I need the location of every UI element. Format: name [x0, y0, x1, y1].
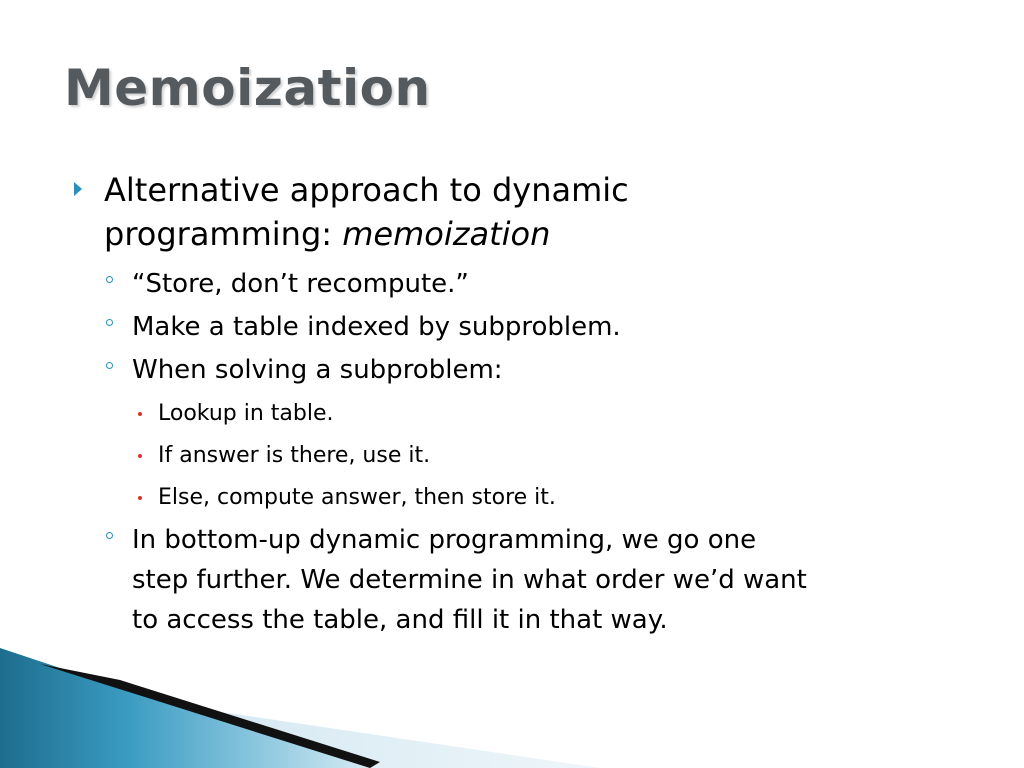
triangle-bullet-icon: [74, 182, 82, 196]
bullet-text-line2-prefix: programming:: [104, 215, 343, 253]
subbullet-text-line1: In bottom-up dynamic programming, we go one: [132, 525, 757, 555]
slide-title: Memoization: [64, 59, 431, 117]
subbullet-text-line3: to access the table, and fill it in that way.: [132, 605, 668, 635]
subbullet-text: Make a table indexed by subproblem.: [132, 312, 621, 342]
subbullet-store: [132, 264, 972, 304]
dot-bullet-icon: [138, 412, 142, 416]
circle-bullet-icon: [106, 362, 113, 369]
subsubbullet-if-answer: [158, 442, 958, 470]
bullet-text-line1: Alternative approach to dynamic: [104, 171, 629, 209]
circle-bullet-icon: [106, 319, 113, 326]
dot-bullet-icon: [138, 454, 142, 458]
subbullet-make-table: [132, 307, 972, 347]
circle-bullet-icon: [106, 532, 113, 539]
circle-bullet-icon: [106, 276, 113, 283]
dot-bullet-icon: [138, 496, 142, 500]
subbullet-when-solving: [132, 350, 972, 390]
subbullet-text: “Store, don’t recompute.”: [132, 269, 469, 299]
subsubbullet-text: Else, compute answer, then store it.: [158, 485, 556, 510]
subbullet-text: When solving a subproblem:: [132, 355, 503, 385]
subbullet-bottom-up: [132, 520, 972, 640]
bullet-alternative-approach: [104, 168, 964, 256]
subsubbullet-lookup: [158, 400, 958, 428]
subbullet-text-line2: step further. We determine in what order we’d want: [132, 565, 807, 595]
subsubbullet-else: [158, 484, 958, 512]
subsubbullet-text: Lookup in table.: [158, 401, 334, 426]
subsubbullet-text: If answer is there, use it.: [158, 443, 431, 468]
bullet-emphasis-memoization: memoization: [342, 215, 551, 253]
